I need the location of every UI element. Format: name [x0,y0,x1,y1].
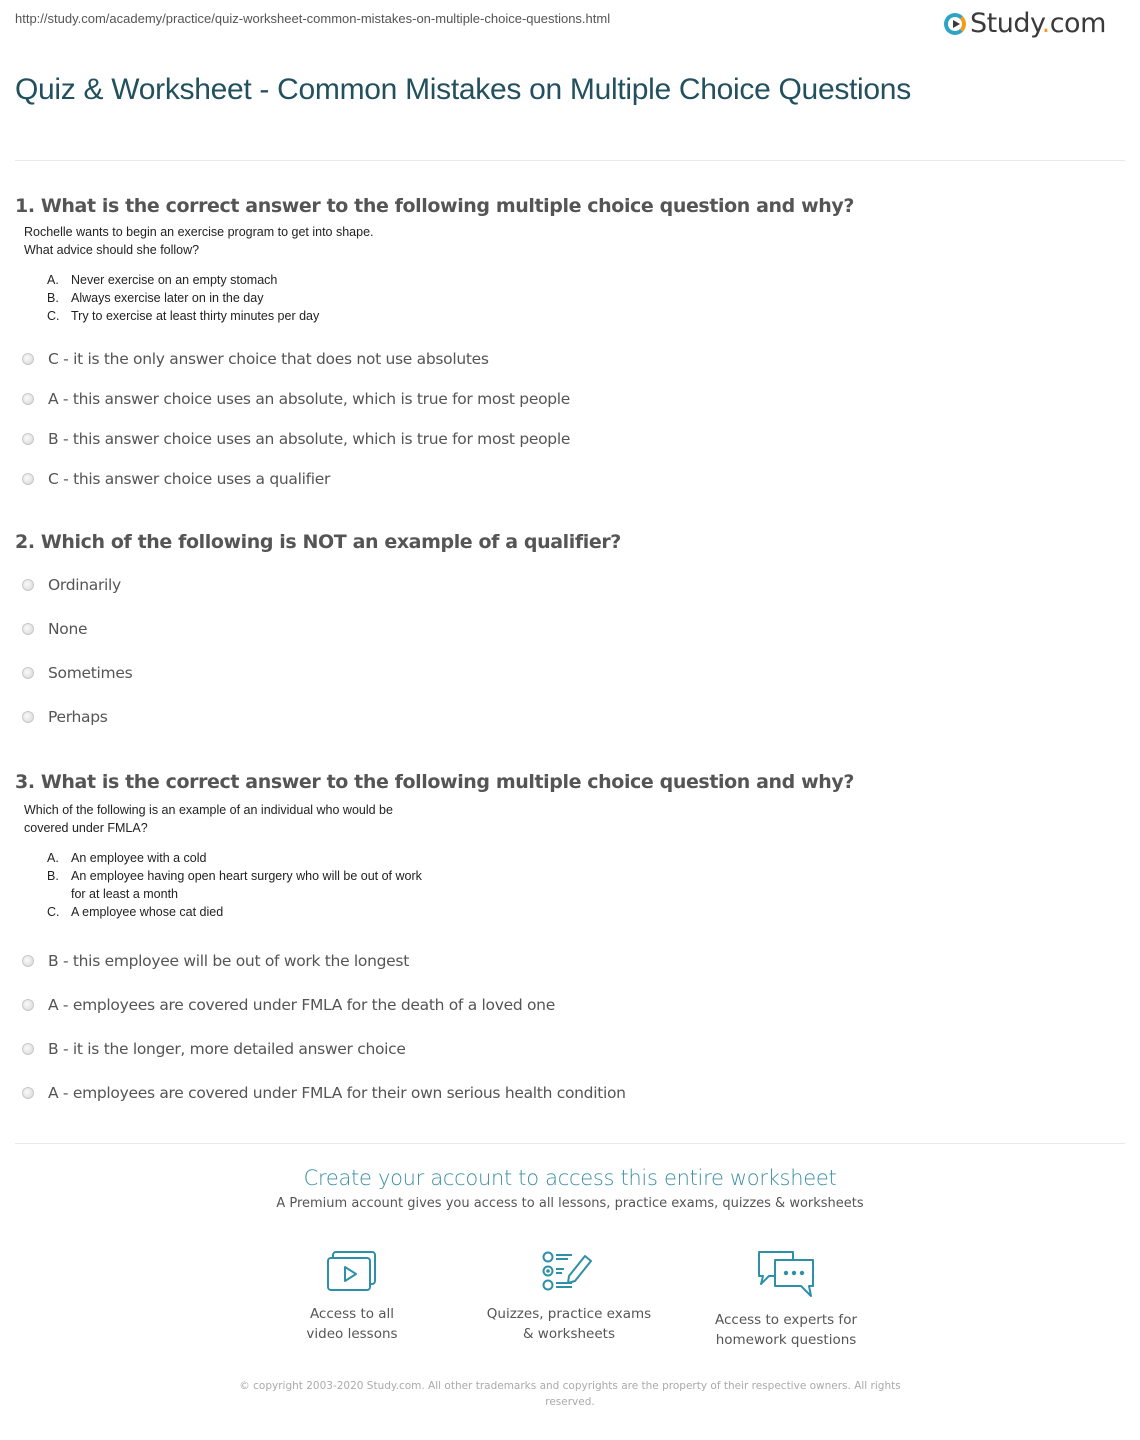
answer-option[interactable]: B - this employee will be out of work the longest [22,952,409,970]
answer-option[interactable]: B - this answer choice uses an absolute, which is true for most people [22,430,570,448]
answer-option[interactable]: B - it is the longer, more detailed answer choice [22,1040,406,1058]
feature-label: Access to all [309,1306,395,1322]
page-title: Quiz & Worksheet - Common Mistakes on Multiple Choice Questions [15,73,911,106]
feature-label: Access to experts for [714,1312,857,1328]
radio-button[interactable] [22,473,34,485]
divider [15,160,1125,161]
play-logo-icon [944,13,966,35]
answer-option[interactable]: A - this answer choice uses an absolute, which is true for most people [22,390,570,408]
answer-option[interactable]: C - this answer choice uses a qualifier [22,470,330,488]
question-1-sub-options [47,271,319,325]
answer-option[interactable]: Sometimes [22,664,132,682]
feature-label: homework questions [715,1332,857,1348]
feature-video-lessons [252,1250,452,1344]
radio-button[interactable] [22,955,34,967]
question-2-title: 2. Which of the following is NOT an example of a qualifier? [15,531,621,553]
feature-label: & worksheets [522,1326,615,1342]
feature-label: video lessons [306,1326,398,1342]
page-url: http://study.com/academy/practice/quiz-worksheet-common-mistakes-on-multiple-choice-questions.html [15,11,611,26]
sub-option: C. A employee whose cat died [47,905,224,919]
footer-copyright: © copyright 2003-2020 Study.com. All other trademarks and copyrights are the property of their respective owners. All rights reserved. [239,1380,901,1408]
question-3-stem [24,801,393,837]
logo-suffix: com [1049,8,1106,39]
radio-button[interactable] [22,353,34,365]
question-3-sub-options [47,849,422,921]
radio-button[interactable] [22,999,34,1011]
sub-option: A. Never exercise on an empty stomach [47,273,278,287]
stem-line: Rochelle wants to begin an exercise program to get into shape. [24,225,374,239]
radio-button[interactable] [22,1043,34,1055]
answer-option[interactable]: Perhaps [22,708,108,726]
sub-option: C. Try to exercise at least thirty minutes per day [47,309,320,323]
stem-line: What advice should she follow? [24,243,200,257]
radio-button[interactable] [22,393,34,405]
feature-experts [686,1250,886,1350]
radio-button[interactable] [22,579,34,591]
cta-title[interactable]: Create your account to access this entire worksheet [303,1166,837,1190]
radio-button[interactable] [22,433,34,445]
sub-option: for at least a month [71,887,179,901]
answer-option[interactable]: None [22,620,87,638]
divider [15,1143,1125,1144]
question-1-title: 1. What is the correct answer to the following multiple choice question and why? [15,195,854,217]
feature-label: Quizzes, practice exams [486,1306,652,1322]
quiz-checklist-icon [541,1250,597,1294]
answer-option[interactable]: C - it is the only answer choice that does not use absolutes [22,350,489,368]
study-logo[interactable] [944,8,1106,39]
stem-line: covered under FMLA? [24,821,148,835]
radio-button[interactable] [22,1087,34,1099]
radio-button[interactable] [22,623,34,635]
logo-text: Study [970,8,1042,39]
chat-experts-icon [755,1250,817,1300]
question-1-stem [24,223,374,259]
answer-option[interactable]: A - employees are covered under FMLA for the death of a loved one [22,996,555,1014]
logo-dot: . [1041,8,1050,39]
sub-option: B. An employee having open heart surgery who will be out of work [47,869,422,883]
sub-option: A. An employee with a cold [47,851,207,865]
radio-button[interactable] [22,711,34,723]
cta-subtitle: A Premium account gives you access to all lessons, practice exams, quizzes & worksheets [276,1196,864,1211]
radio-button[interactable] [22,667,34,679]
sub-option: B. Always exercise later on in the day [47,291,264,305]
stem-line: Which of the following is an example of an individual who would be [24,803,393,817]
answer-option[interactable]: A - employees are covered under FMLA for their own serious health condition [22,1084,626,1102]
video-lessons-icon [326,1250,378,1294]
feature-quizzes [469,1250,669,1344]
question-3-title: 3. What is the correct answer to the following multiple choice question and why? [15,771,854,793]
answer-option[interactable]: Ordinarily [22,576,121,594]
